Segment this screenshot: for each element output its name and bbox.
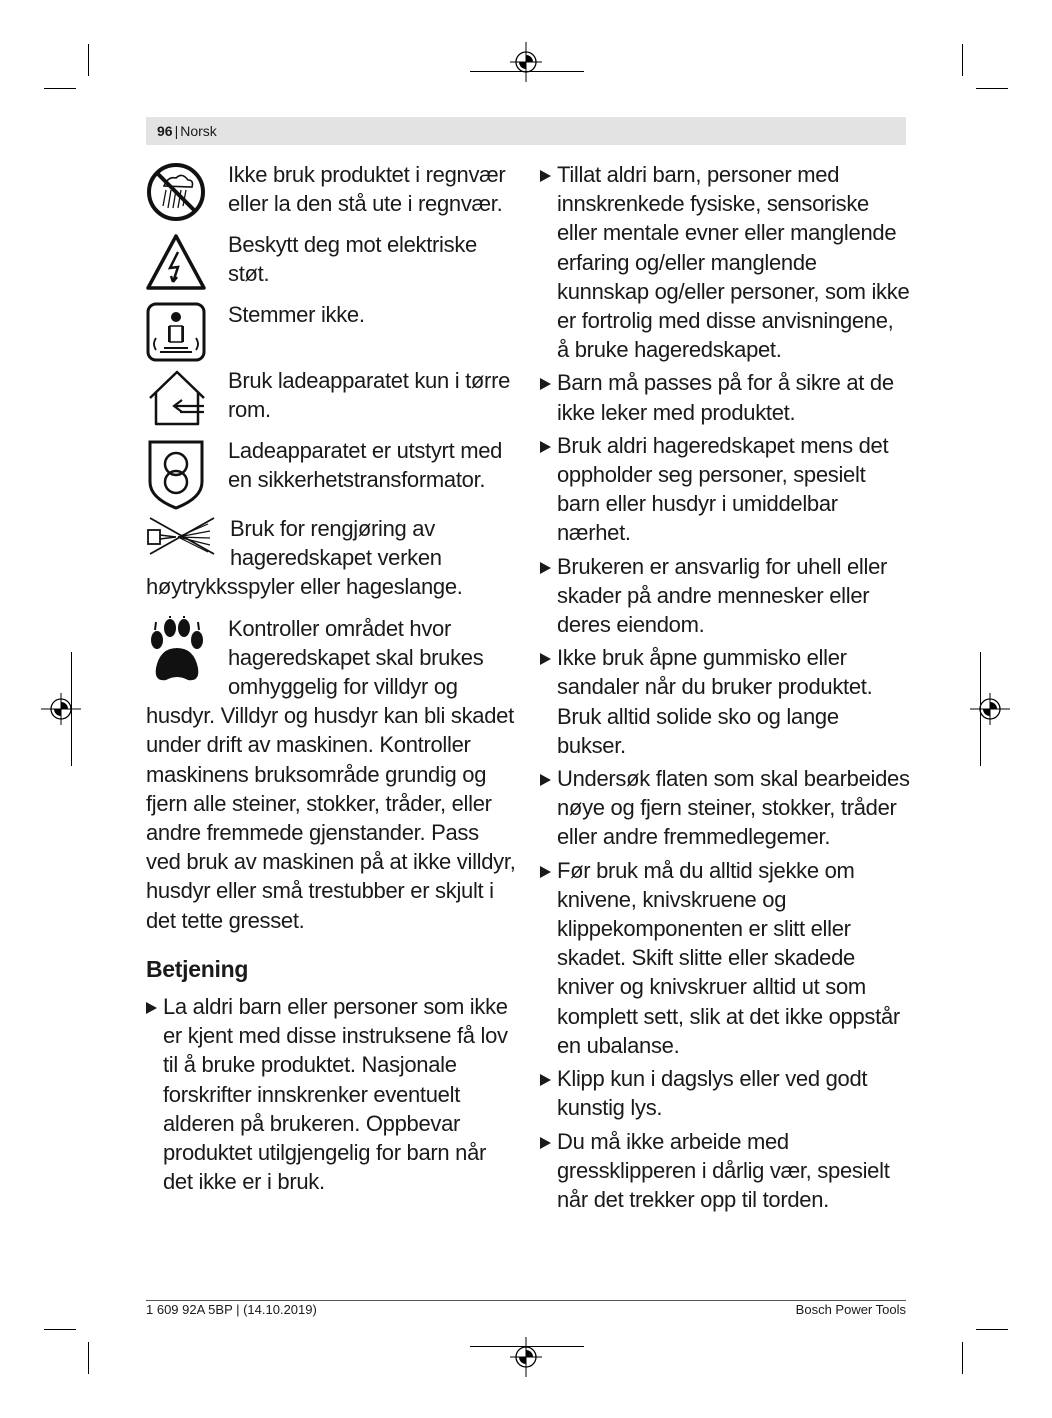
list-item: Før bruk må du alltid sjekke om knivene, knivskruene og klippekomponenten er slitt eller skadet. Skift slitte eller skadede kniver og knivskruer alltid ut som komplett sett, slik at det ikke oppstår en ubalanse.: [540, 856, 910, 1060]
symbol-text: Kontroller området hvor hageredskapet skal brukes omhyggelig for villdyr og husdyr. Villdyr og husdyr kan bli skadet under drift av maskinen. Kontroller maskinens bruksområde grundig og fjern alle steiner, stokker, tråder, eller andre fremmede gjenstander. Pass ved bruk av maskinen på at ikke villdyr, husdyr eller små trestubber er skjult i det tette gresset.: [146, 615, 516, 933]
symbol-text: Stemmer ikke.: [228, 302, 365, 327]
crop-mark: [962, 1342, 963, 1374]
crop-mark: [976, 1329, 1008, 1330]
symbol-text: Bruk ladeapparatet kun i tørre rom.: [228, 368, 511, 423]
crop-mark: [962, 44, 963, 76]
crop-mark: [88, 44, 89, 76]
list-item: La aldri barn eller personer som ikke er kjent med disse instruksene få lov til å bruke produktet. Nasjonale forskrifter innskrenker eventuelt alderen på brukeren. Oppbevar produktet utilgjengelig for barn når det ikke er i bruk.: [146, 992, 516, 1196]
crop-mark: [44, 1329, 76, 1330]
list-item: Du må ikke arbeide med gressklipperen i dårlig vær, spesielt når det trekker opp til torden.: [540, 1127, 910, 1215]
list-item: Bruk aldri hageredskapet mens det oppholder seg personer, spesielt barn eller husdyr i umiddelbar nærhet.: [540, 431, 910, 548]
section-heading: Betjening: [146, 955, 249, 982]
symbol-text: Beskytt deg mot elektriske støt.: [228, 232, 477, 287]
list-item: Barn må passes på for å sikre at de ikke leker med produktet.: [540, 368, 910, 426]
crop-mark: [44, 88, 76, 89]
list-item: Undersøk flaten som skal bearbeides nøye og fjern steiner, stokker, tråder eller andre fremmedlegemer.: [540, 764, 910, 852]
symbol-row: [146, 614, 516, 935]
footer-brand: Bosch Power Tools: [795, 1302, 906, 1317]
no-rain-icon: [146, 162, 208, 224]
right-column: [540, 160, 910, 1218]
list-item: Tillat aldri barn, personer med innskrenkede fysiske, sensoriske eller mentale evner eller manglende erfaring og/eller manglende kunnskap og/eller personer, som ikke er fortrolig med disse anvisningene, å bruke hageredskapet.: [540, 160, 910, 364]
symbol-text: Ladeapparatet er utstyrt med en sikkerhetstransformator.: [228, 438, 503, 493]
indoor-use-icon: [146, 368, 208, 430]
list-item: Ikke bruk åpne gummisko eller sandaler når du bruker produktet. Bruk alltid solide sko og lange bukser.: [540, 643, 910, 760]
crop-mark: [88, 1342, 89, 1374]
page-language: Norsk: [180, 123, 217, 139]
header-separator: |: [174, 123, 179, 139]
page-header: [146, 117, 906, 145]
registration-mark-icon: [506, 42, 546, 82]
crop-mark: [976, 88, 1008, 89]
symbol-row: [146, 436, 516, 514]
page-number: 96: [157, 123, 173, 139]
symbol-row: [146, 160, 516, 230]
symbol-text: Bruk for rengjøring av hageredskapet verken høytrykksspyler eller hageslange.: [146, 516, 463, 600]
left-column: [146, 160, 516, 1200]
symbol-row: [146, 366, 516, 436]
symbol-row: [146, 514, 516, 602]
symbol-row: [146, 300, 516, 366]
list-item: Klipp kun i dagslys eller ved godt kunstig lys.: [540, 1064, 910, 1122]
safety-transformer-icon: [146, 438, 208, 510]
registration-mark-icon: [970, 689, 1010, 729]
user-manual-icon: [146, 302, 208, 364]
no-water-spray-icon: [146, 516, 218, 556]
registration-mark-icon: [506, 1337, 546, 1377]
footer-divider: [146, 1300, 906, 1301]
list-item: Brukeren er ansvarlig for uhell eller skader på andre mennesker eller deres eiendom.: [540, 552, 910, 640]
electric-shock-warning-icon: [146, 232, 208, 294]
registration-mark-icon: [41, 689, 81, 729]
symbol-text: Ikke bruk produktet i regnvær eller la den stå ute i regnvær.: [228, 162, 506, 217]
footer-document-id: 1 609 92A 5BP | (14.10.2019): [146, 1302, 317, 1317]
animal-paw-icon: [146, 616, 208, 686]
symbol-row: [146, 230, 516, 300]
